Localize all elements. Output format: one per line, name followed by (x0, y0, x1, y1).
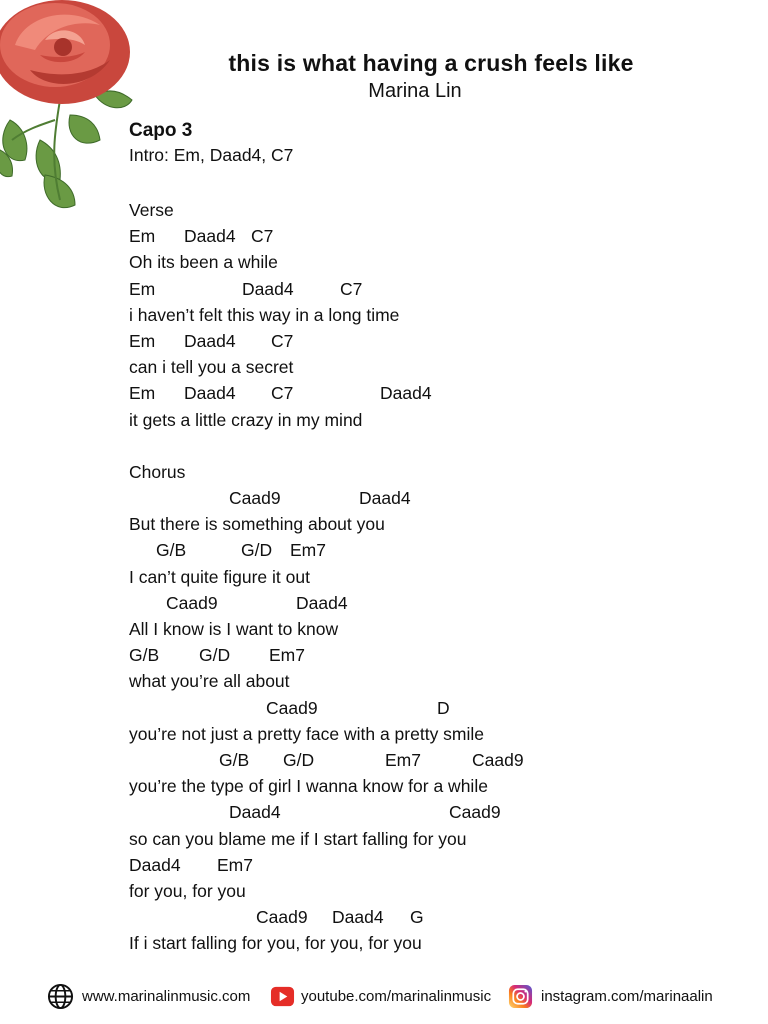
chord-line (129, 276, 729, 302)
chord-line (129, 695, 729, 721)
youtube-link[interactable] (270, 980, 491, 1012)
lyric-line: All I know is I want to know (129, 619, 339, 639)
rose-illustration (0, 0, 135, 235)
lyric-line: what you’re all about (129, 671, 290, 692)
website-text: www.marinalinmusic.com (82, 987, 251, 1005)
blank-line (129, 433, 729, 459)
chord: Daad4 (129, 854, 181, 875)
instagram-link[interactable] (508, 980, 713, 1012)
capo-label: Capo 3 (129, 120, 193, 141)
chord: G/B (156, 540, 187, 561)
chord-line (129, 904, 729, 930)
youtube-icon (270, 984, 295, 1009)
lyric-line: i haven’t felt this way in a long time (129, 304, 400, 325)
chord: Daad4 (184, 226, 236, 247)
chord: Daad4 (242, 278, 294, 299)
chord: Caad9 (166, 592, 218, 613)
intro-line: Intro: Em, Daad4, C7 (129, 145, 294, 165)
chord: G/D (199, 645, 231, 666)
chord: Daad4 (380, 383, 432, 404)
lyric-line: But there is something about you (129, 514, 385, 535)
lyric-line: I can’t quite figure it out (129, 566, 310, 587)
website-link[interactable] (47, 980, 250, 1012)
lyric-line: can i tell you a secret (129, 357, 294, 378)
chord: Caad9 (256, 907, 308, 928)
chord: Em (129, 330, 156, 351)
chord-line (129, 747, 729, 773)
lyric-line: it gets a little crazy in my mind (129, 409, 363, 430)
leaves (0, 91, 132, 208)
chord: G/B (219, 749, 250, 770)
chord: G/D (241, 540, 273, 561)
youtube-text: youtube.com/marinalinmusic (301, 987, 492, 1005)
chord: C7 (271, 383, 294, 404)
chord: D (437, 697, 450, 718)
chord: Em7 (217, 854, 253, 875)
chord-line (129, 328, 729, 354)
song-title: this is what having a crush feels like (228, 50, 634, 76)
chord: Caad9 (229, 488, 281, 509)
chord-line (129, 590, 729, 616)
chord-line (129, 537, 729, 563)
lyric-line: Oh its been a while (129, 252, 278, 273)
chord: Daad4 (184, 330, 236, 351)
instagram-icon (508, 984, 533, 1009)
globe-icon (47, 983, 74, 1010)
chord: G/D (283, 749, 315, 770)
section-label: Verse (129, 200, 174, 220)
chord-line (129, 799, 729, 825)
chord: Daad4 (184, 383, 236, 404)
chord: Em7 (269, 645, 305, 666)
chord: Em (129, 226, 156, 247)
chord: G/B (129, 645, 160, 666)
lyric-line: you’re not just a pretty face with a pretty smile (129, 723, 485, 744)
chord: Em7 (290, 540, 326, 561)
chord: G (410, 907, 424, 928)
chord: C7 (271, 330, 294, 351)
section-label: Chorus (129, 461, 186, 482)
chord: Em7 (385, 749, 421, 770)
chord-line (129, 223, 729, 249)
chord: Em (129, 278, 156, 299)
chord-line (129, 485, 729, 511)
chord-line (129, 380, 729, 406)
lyric-line: for you, for you (129, 880, 246, 901)
chord-line (129, 852, 729, 878)
chord: Daad4 (296, 592, 348, 613)
chord: Caad9 (266, 697, 318, 718)
artist-name: Marina Lin (368, 80, 462, 102)
chord: Daad4 (359, 488, 411, 509)
chord-line (129, 642, 729, 668)
chord: Caad9 (472, 749, 524, 770)
chord: Caad9 (449, 802, 501, 823)
chord-sheet (129, 197, 729, 956)
chord: C7 (340, 278, 363, 299)
lyric-line: so can you blame me if I start falling for you (129, 828, 467, 849)
chord: Daad4 (332, 907, 384, 928)
chord: Em (129, 383, 156, 404)
footer-links (0, 980, 768, 1012)
chord: C7 (251, 226, 274, 247)
lyric-line: If i start falling for you, for you, for you (129, 933, 422, 954)
instagram-text: instagram.com/marinaalin (541, 987, 713, 1005)
lyric-line: you’re the type of girl I wanna know for a while (129, 776, 488, 797)
chord: Daad4 (229, 802, 281, 823)
